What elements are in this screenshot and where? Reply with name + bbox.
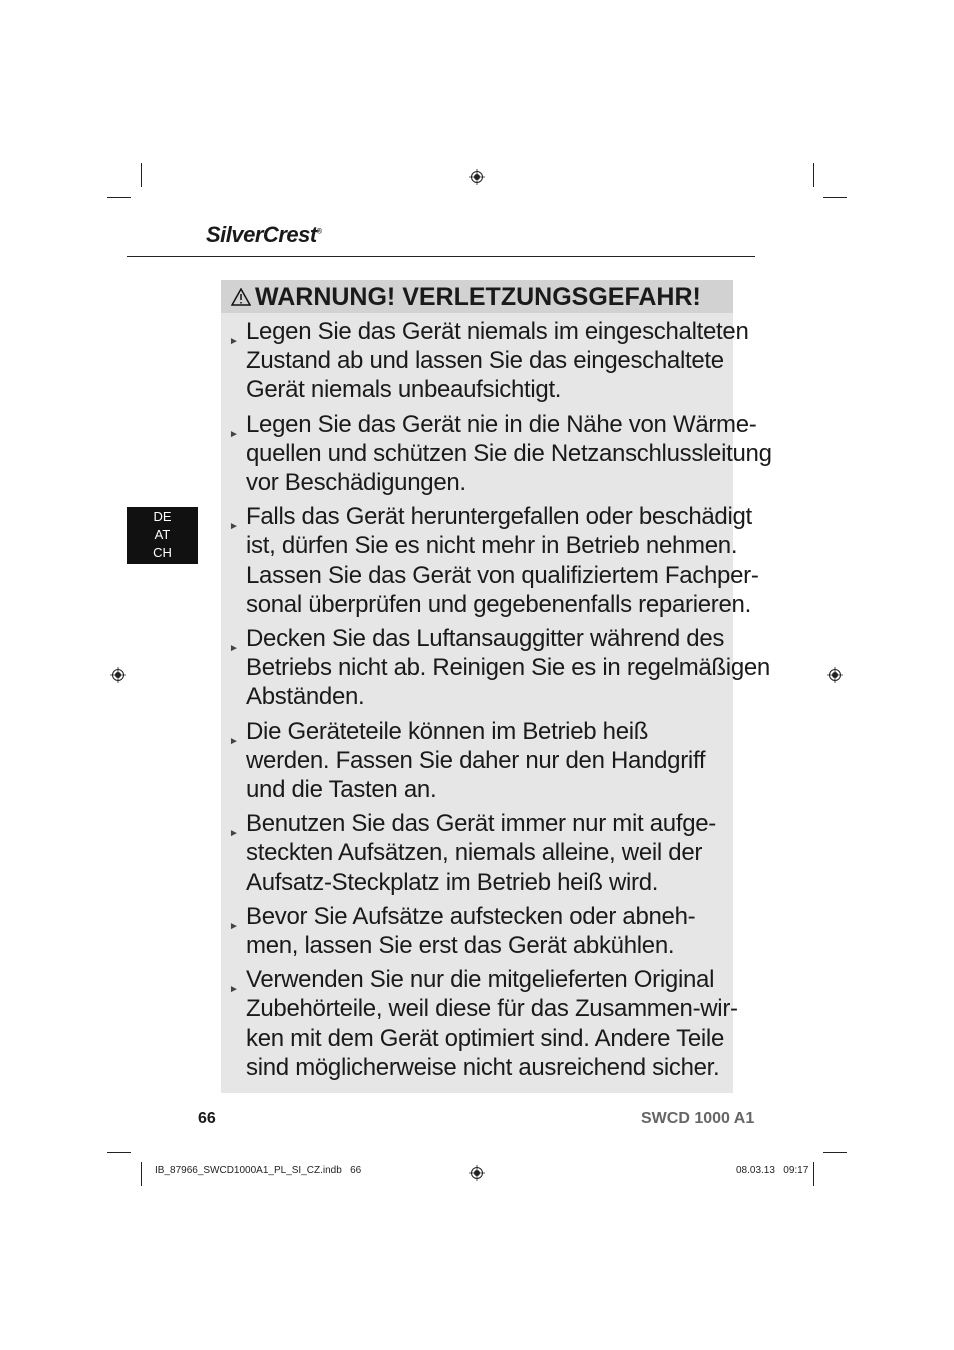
warning-heading (221, 280, 733, 313)
warning-item (229, 624, 770, 712)
bullet-arrow-icon: ► (229, 521, 239, 533)
print-file-info: IB_87966_SWCD1000A1_PL_SI_CZ.indb 66 (155, 1165, 362, 1176)
warning-triangle-icon (231, 288, 251, 306)
registration-mark-icon (469, 169, 485, 185)
crop-mark (813, 163, 814, 187)
crop-mark (141, 163, 142, 187)
warning-item-line: ist, dürfen Sie es nicht mehr in Betrieb nehmen. (246, 532, 738, 560)
warning-item-line: Die Geräteteile können im Betrieb heiß (246, 717, 649, 745)
crop-mark (107, 1152, 131, 1153)
warning-item-line: sonal überprüfen und gegebenenfalls reparieren. (246, 590, 751, 618)
warning-box (221, 280, 772, 1093)
warning-item-line: Legen Sie das Gerät niemals im eingeschalteten (246, 318, 749, 345)
warning-item-line: Zustand ab und lassen Sie das eingeschaltete (246, 347, 724, 375)
registration-mark-icon (827, 667, 843, 683)
bullet-arrow-icon: ► (229, 336, 239, 347)
registration-mark-icon (469, 1165, 485, 1181)
warning-item-line: Decken Sie das Luftansauggitter während des (246, 625, 725, 653)
warning-list (221, 313, 772, 1082)
trademark: ® (316, 228, 322, 236)
header-rule (127, 256, 755, 257)
warning-item-line: Aufsatz-Steckplatz im Betrieb heiß wird. (246, 868, 659, 896)
warning-item-line: Lassen Sie das Gerät von qualifiziertem Fachper- (246, 561, 759, 589)
bullet-arrow-icon: ► (229, 735, 239, 747)
model-number: SWCD 1000 A1 (641, 1110, 755, 1127)
bullet-arrow-icon: ► (229, 920, 239, 932)
warning-item-line: Falls das Gerät heruntergefallen oder beschädigt (246, 503, 752, 531)
warning-item-line: Verwenden Sie nur die mitgelieferten Original (246, 966, 715, 994)
warning-item-line: ken mit dem Gerät optimiert sind. Andere Teile (246, 1024, 724, 1052)
warning-title: WARNUNG! VERLETZUNGSGEFAHR! (255, 282, 701, 311)
warning-item (229, 502, 759, 619)
warning-item-line: Abständen. (246, 683, 365, 711)
warning-item-line: men, lassen Sie erst das Gerät abkühlen. (246, 932, 675, 960)
crop-mark (823, 1152, 847, 1153)
print-date: 08.03.13 09:17 (736, 1165, 809, 1176)
language-ch: CH (153, 545, 172, 560)
crop-mark (823, 197, 847, 198)
brand-name: SilverCrest (206, 222, 317, 247)
warning-item-line: Gerät niemals unbeaufsichtigt. (246, 376, 562, 404)
warning-item-line: und die Tasten an. (246, 776, 437, 804)
warning-item-line: Betriebs nicht ab. Reinigen Sie es in regelmäßigen (246, 654, 770, 682)
warning-item (229, 317, 749, 405)
crop-mark (107, 197, 131, 198)
language-at: AT (154, 527, 171, 542)
registration-mark-icon (110, 667, 126, 683)
warning-item (229, 965, 738, 1082)
warning-item-line: werden. Fassen Sie daher nur den Handgriff (246, 746, 706, 774)
language-tab (127, 507, 198, 564)
warning-item (229, 717, 733, 805)
warning-item (229, 809, 733, 897)
crop-mark (141, 1162, 142, 1186)
warning-item-line: Benutzen Sie das Gerät immer nur mit aufge- (246, 810, 716, 838)
bullet-arrow-icon: ► (229, 984, 239, 996)
language-de: DE (153, 509, 172, 524)
brand-logo (206, 222, 321, 248)
bullet-arrow-icon: ► (229, 643, 239, 655)
bullet-arrow-icon: ► (229, 428, 239, 440)
warning-item-line: Bevor Sie Aufsätze aufstecken oder abneh- (246, 902, 696, 930)
warning-item-line: vor Beschädigungen. (246, 469, 466, 497)
warning-item-line: sind möglicherweise nicht ausreichend sicher. (246, 1053, 720, 1081)
page-number: 66 (198, 1110, 216, 1127)
crop-mark (813, 1162, 814, 1186)
warning-item-line: Legen Sie das Gerät nie in die Nähe von Wärme- (246, 410, 757, 438)
bullet-arrow-icon: ► (229, 828, 239, 840)
warning-item (229, 902, 733, 960)
warning-item-line: quellen und schützen Sie die Netzanschlussleitung (246, 439, 772, 467)
warning-item-line: steckten Aufsätzen, niemals alleine, weil der (246, 839, 703, 867)
warning-item-line: Zubehörteile, weil diese für das Zusammen-wir- (246, 995, 738, 1023)
warning-item (229, 410, 772, 498)
